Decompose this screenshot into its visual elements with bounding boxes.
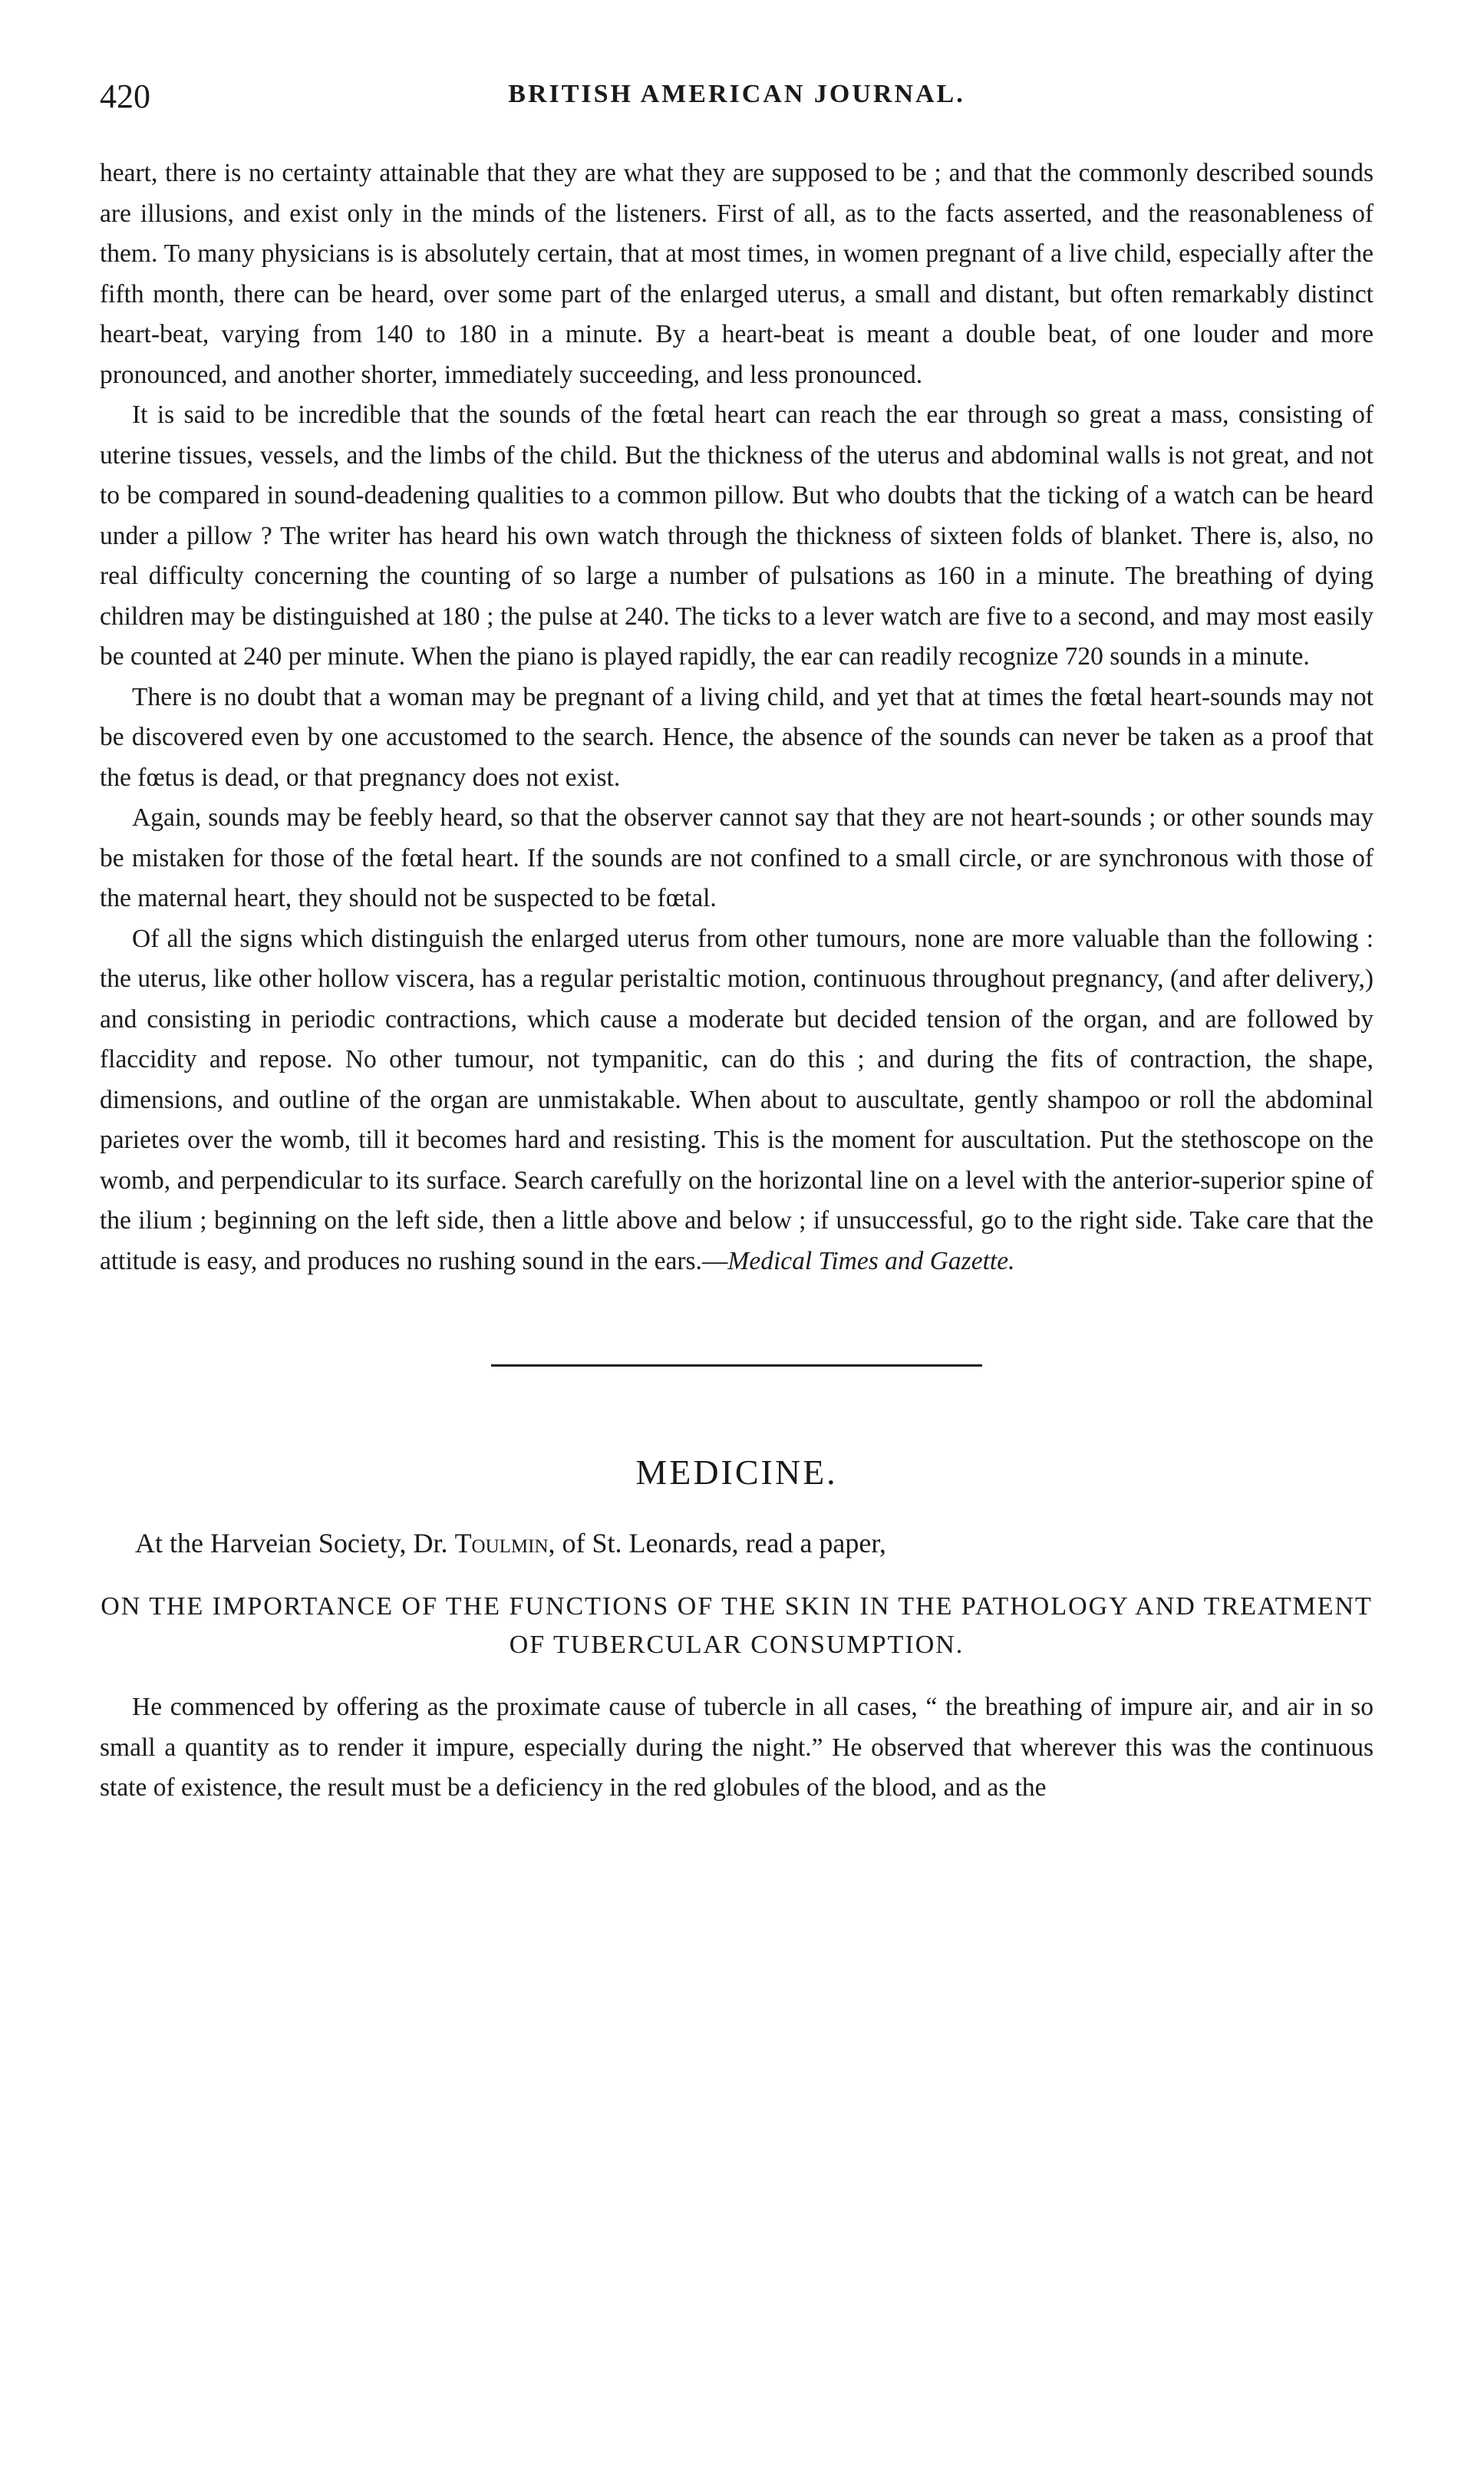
article-paragraph: There is no doubt that a woman may be pregnant of a living child, and yet that at times the fœtal heart-sounds may not be discovered even by one accustomed to the search. Hence, the absence of the sounds can never be taken as a proof that the fœtus is dead, or that pregnancy does not exist. [100,682,1374,792]
article-body [100,153,1374,1281]
section-divider [491,1364,982,1367]
article-paragraph-text: Of all the signs which distinguish the enlarged uterus from other tumours, none are more valuable than the following : the uterus, like other hollow viscera, has a regular peristaltic motion, continuous throughout pregnancy, (and after delivery,) and consisting in periodic contractions, which cause a moderate but decided tension of the organ, and are followed by flaccidity and repose. No other tumour, not tympanitic, can do this ; and during the fits of contraction, the shape, dimensions, and outline of the organ are unmistakable. When about to auscultate, gently shampoo or roll the abdominal parietes over the womb, till it becomes hard and resisting. This is the moment for auscultation. Put the stethoscope on the womb, and perpendicular to its surface. Search carefully on the horizontal line on a level with the anterior-superior spine of the ilium ; beginning on the left side, then a little above and below ; if unsuccessful, go to the right side. Take care that the attitude is easy, and produces no rushing sound in the ears.— [100,924,1374,1275]
paper-title: ON THE IMPORTANCE OF THE FUNCTIONS OF THE SKIN IN THE PATHOLOGY AND TREATMENT OF TUBERCULAR CONSUMPTION. [101,1592,1373,1659]
journal-title: BRITISH AMERICAN JOURNAL. [508,80,965,108]
page-number: 420 [100,78,150,115]
section-paragraph: He commenced by offering as the proximate cause of tubercle in all cases, “ the breathing of impure air, and air in so small a quantity as to render it impure, especially during the night.” He observed that wherever this was the continuous state of existence, the result must be a deficiency in the red globules of the blood, and as the [100,1693,1374,1802]
intro-text-before: At the Harveian Society, Dr. [135,1528,455,1558]
article-paragraph: Again, sounds may be feebly heard, so that the observer cannot say that they are not heart-sounds ; or other sounds may be mistaken for those of the fœtal heart. If the sounds are not confined to a small circle, or are synchronous with those of the maternal heart, they should not be suspected to be fœtal. [100,803,1374,912]
section-intro [100,1522,1374,1565]
article-paragraph: It is said to be incredible that the sounds of the fœtal heart can reach the ear through so great a mass, consisting of uterine tissues, vessels, and the limbs of the child. But the thickness of the uterus and abdominal walls is not great, and not to be compared in sound-deadening qualities to a common pillow. But who doubts that the ticking of a watch can be heard under a pillow ? The writer has heard his own watch through the thickness of sixteen folds of blanket. There is, also, no real difficulty concerning the counting of so large a number of pulsations as 160 in a minute. The breathing of dying children may be distinguished at 180 ; the pulse at 240. The ticks to a lever watch are five to a second, and may most easily be counted at 240 per minute. When the piano is played rapidly, the ear can readily recognize 720 sounds in a minute. [100,401,1374,671]
article-paragraph-final [100,919,1374,1282]
page [100,77,1374,1809]
running-head [100,77,1374,123]
article-paragraph: heart, there is no certainty attainable that they are what they are supposed to be ; and that the commonly described sounds are illusions, and exist only in the minds of the listeners. First of all, as to the facts asserted, and the reasonableness of them. To many physicians is is absolutely certain, that at most times, in women pregnant of a live child, especially after the fifth month, there can be heard, over some part of the enlarged uterus, a small and distant, but often remarkably distinct heart-beat, varying from 140 to 180 in a minute. By a heart-beat is meant a double beat, of one louder and more pronounced, and another shorter, immediately succeeding, and less pronounced. [100,159,1374,389]
author-name: Toulmin [454,1528,549,1558]
source-citation: Medical Times and Gazette. [727,1246,1015,1275]
intro-text-after: , of St. Leonards, read a paper, [548,1528,886,1558]
section-heading: MEDICINE. [635,1453,838,1492]
